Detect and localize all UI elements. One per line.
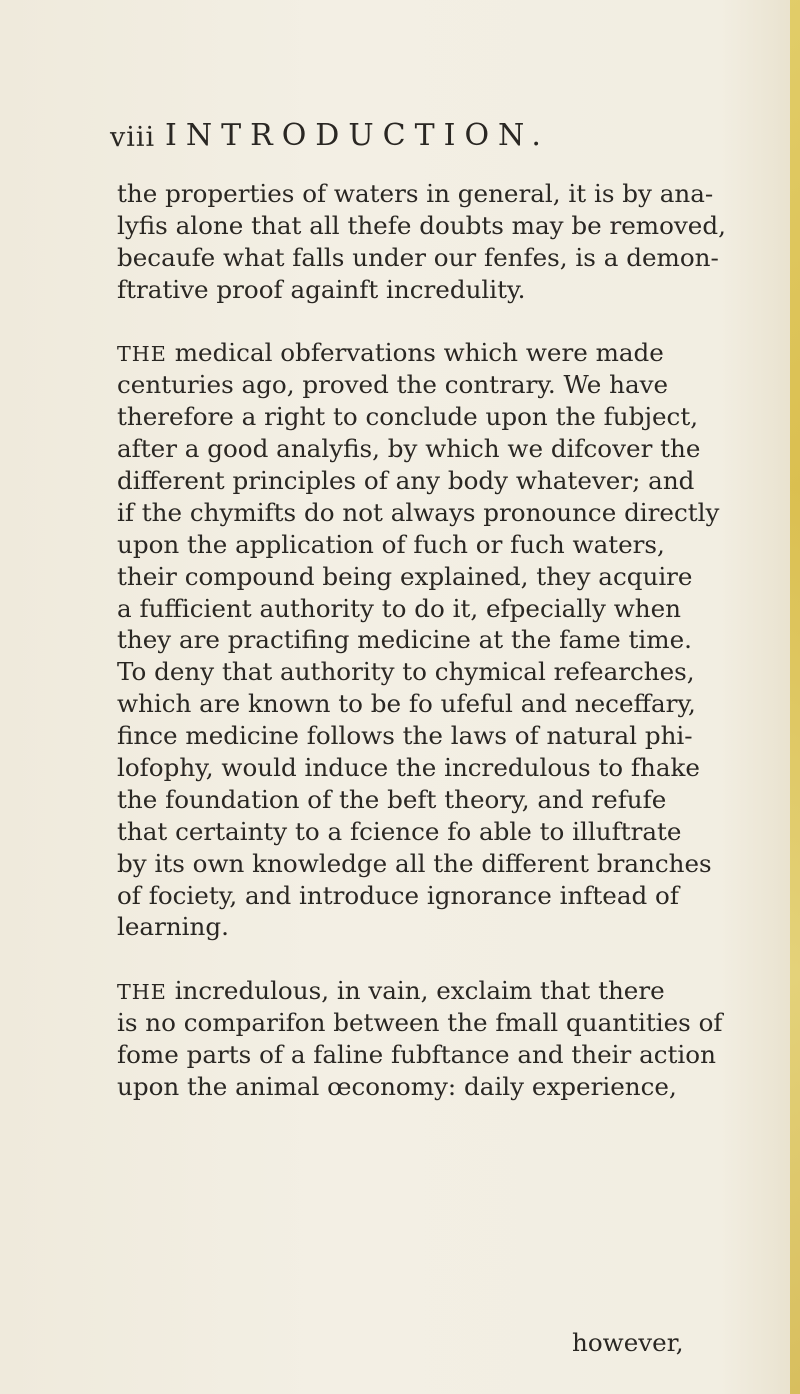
paragraph <box>117 178 726 306</box>
text-line: different principles of any body whatever; and <box>117 466 695 496</box>
text-line: lyfis alone that all thefe doubts may be removed, <box>117 210 726 240</box>
text-line: of fociety, and introduce ignorance inftead of <box>117 880 679 910</box>
text-line: their compound being explained, they acquire <box>117 561 693 591</box>
text-line: is no comparifon between the fmall quantities of <box>117 1008 723 1038</box>
text-line: becaufe what falls under our fenfes, is a demon- <box>117 242 719 272</box>
running-header <box>110 118 730 158</box>
text-line: after a good analyfis, by which we difcover the <box>117 434 701 464</box>
text-line: if the chymifts do not always pronounce directly <box>117 497 720 527</box>
text-line: ftrative proof againft incredulity. <box>117 274 526 304</box>
text-line: which are known to be fo ufeful and neceffary, <box>117 689 696 719</box>
body-text <box>117 178 726 1103</box>
text-line: THE incredulous, in vain, exclaim that there <box>117 976 665 1006</box>
text-line: the properties of waters in general, it is by ana- <box>117 179 714 208</box>
page-edge <box>790 0 800 1394</box>
text-line: upon the animal œconomy: daily experience, <box>117 1071 677 1101</box>
text-line: they are practifing medicine at the fame time. <box>117 625 692 655</box>
text-line: by its own knowledge all the different branches <box>117 848 712 878</box>
text-line: centuries ago, proved the contrary. We have <box>117 370 669 400</box>
text-line: THE medical obfervations which were made <box>117 338 664 368</box>
text-line: the foundation of the beft theory, and refufe <box>117 784 667 814</box>
paragraph <box>117 337 720 943</box>
text-line: a fufficient authority to do it, efpecially when <box>117 593 681 623</box>
text-line: therefore a right to conclude upon the fubject, <box>117 402 699 432</box>
running-title: INTRODUCTION. <box>165 118 550 153</box>
text-line: To deny that authority to chymical refearches, <box>117 657 695 687</box>
text-line: upon the application of fuch or fuch waters, <box>117 529 665 559</box>
paragraph <box>117 975 723 1103</box>
text-line: learning. <box>117 912 229 942</box>
lead-word: THE <box>117 980 167 1005</box>
text-line: fince medicine follows the laws of natural phi- <box>117 721 693 751</box>
page-number: viii <box>110 122 156 153</box>
lead-word: THE <box>117 342 167 367</box>
catchword: however, <box>572 1328 684 1357</box>
text-line: lofophy, would induce the incredulous to fhake <box>117 753 700 783</box>
text-line: fome parts of a faline fubftance and their action <box>117 1040 716 1070</box>
text-line: that certainty to a fcience fo able to illuftrate <box>117 816 682 846</box>
